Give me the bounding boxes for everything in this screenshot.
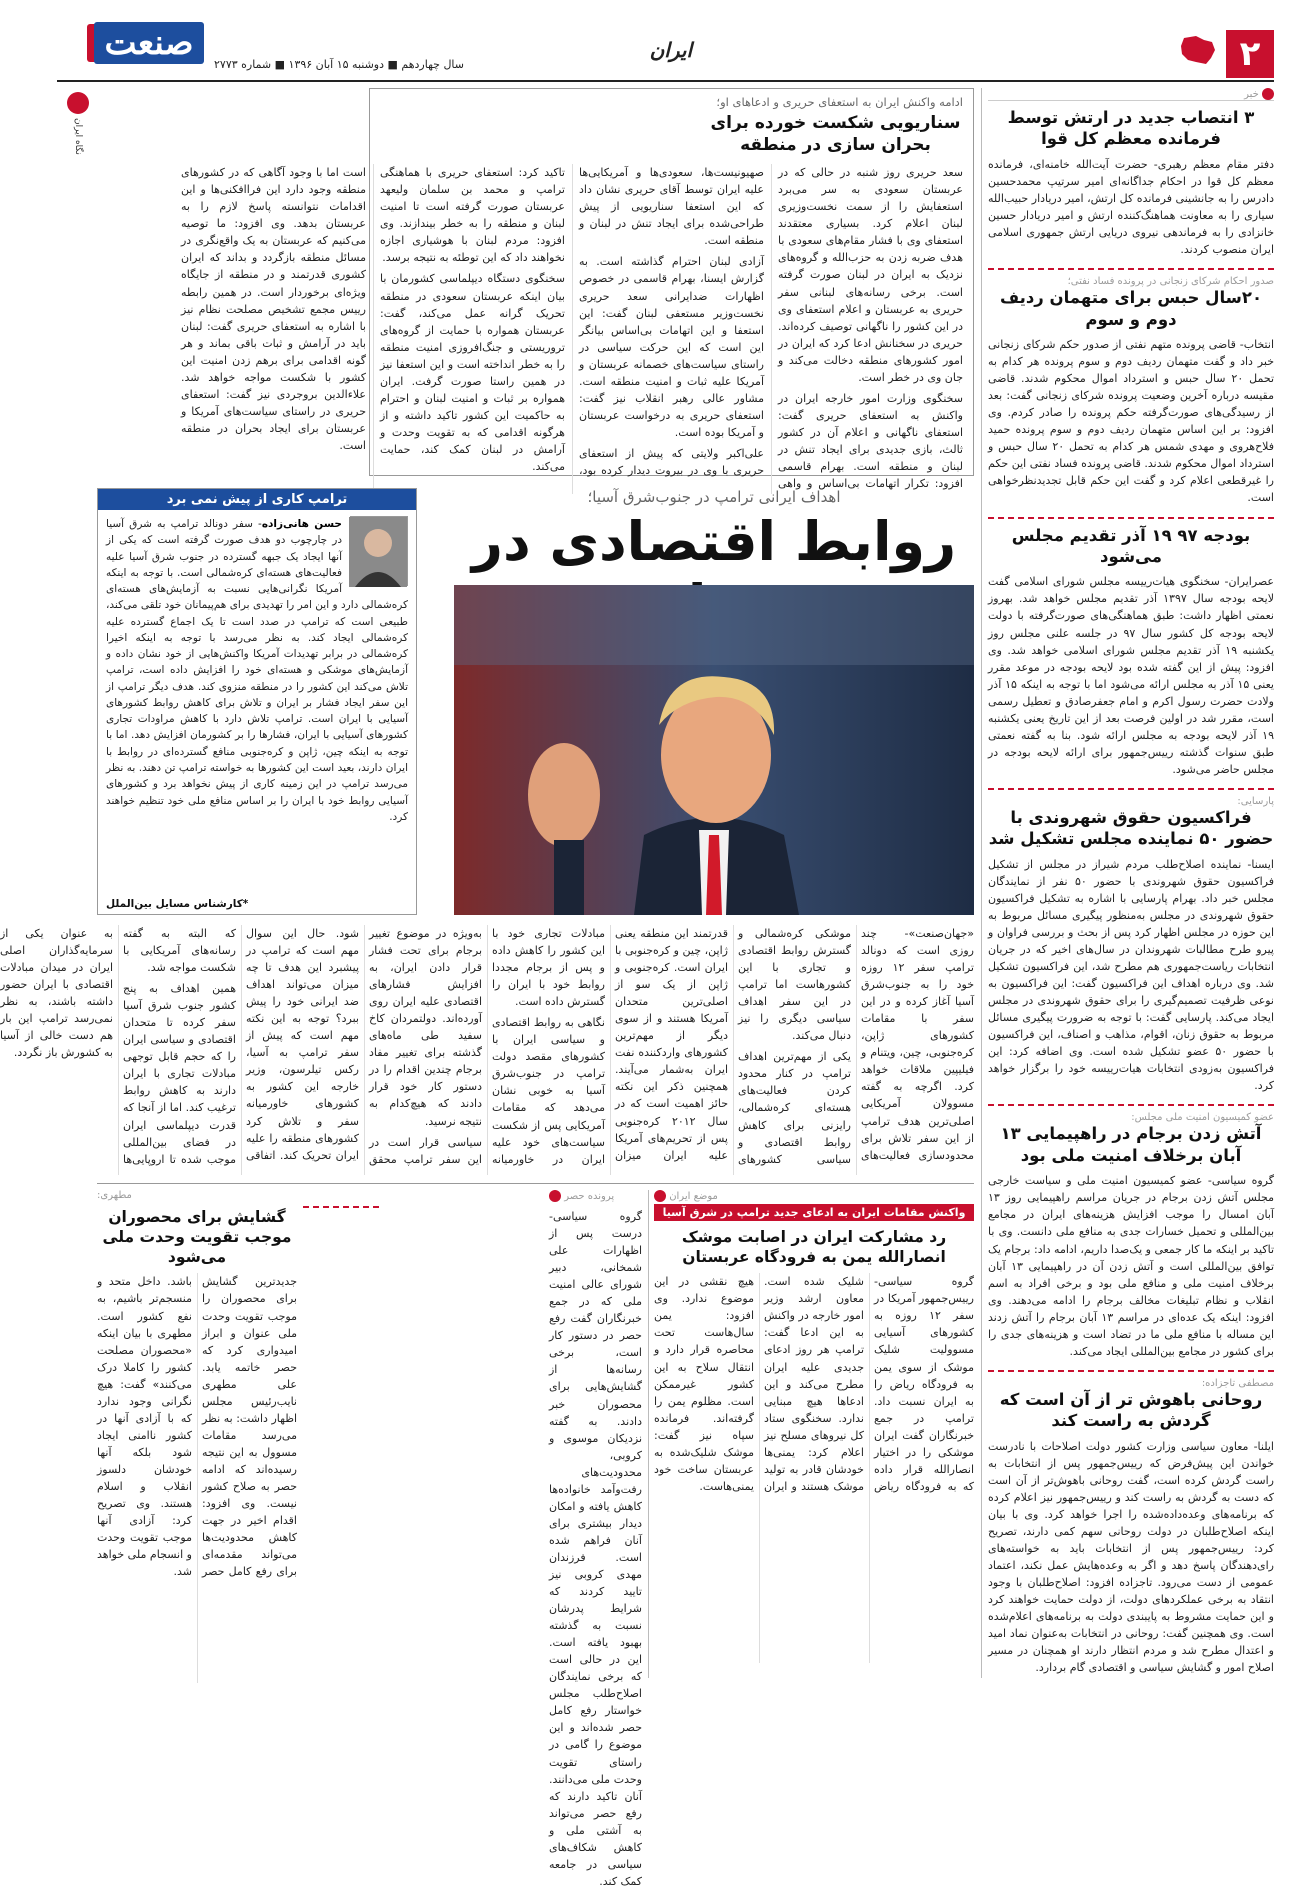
news-item xyxy=(988,796,1274,1095)
top-story-paragraph: سخنگوی دستگاه دیپلماسی کشورمان با بیان اینکه عربستان سعودی در منطقه تحریک گرانه عمل می‌کند، گفت: عربستان همواره با حمایت از گروه‌های تروریستی و جنگ‌افروزی امنیت منطقه را به خطر انداخته است و این استعفا نیز در همین راستا صورت گرفت. ایران همواره بر ثبات و امنیت لبنان و احترام به حاکمیت این کشور تاکید داشته و از هرگونه اقدامی که به تقویت وحدت و آرامش در لبنان کمک کند، حمایت می‌کند. xyxy=(380,272,565,473)
opinion-body: سفر دونالد ترامپ به شرق آسیا در چارچوب دو هدف صورت گرفته است که یکی از آنها ایجاد یک جبهه گسترده در جنوب شرق آسیا علیه فعالیت‌های هسته‌ای کره‌شمالی است. با توجه به اینکه آمریکا نگرانی‌هایی نسبت به آزمایش‌های هسته‌ای کره‌شمالی دارد و این امر را تهدیدی برای هم‌پیمانان خود تلقی می‌کند، طبیعی است که ترامپ در صدد است تا یک اجماع گسترده علیه کره‌شمالی ایجاد کند. به نظر می‌رسد با توجه به اینکه اخیرا کره‌شمالی در برابر تهدیدات آمریکا واکنش‌هایی از خود نشان داده و آزمایش‌های موشکی و هسته‌ای خود را افزایش داده است، ترامپ تلاش می‌کند این کشور را در منطقه منزوی کند. هدف دیگر ترامپ از این سفر ایجاد فشار بر ایران و تلاش برای کاهش روابط کشورهای آسیایی با ایران است. ترامپ تلاش دارد با کاهش مراودات تجاری کشورهای آسیایی با ایران، فشارها را بر کشورمان افزایش دهد. اما با توجه به اینکه چین، ژاپن و کره‌جنوبی منافع گسترده‌ای در روابط با ایران دارند، بعید است این کشورها به خواسته ترامپ تن دهند. به نظر می‌رسد ترامپ در این زمینه کاری از پیش نخواهد برد و کشورهای آسیایی روابط خود با ایران را بر اساس منافع ملی خود تنظیم خواهند کرد. xyxy=(106,518,408,823)
news-kicker: عضو کمیسیون امنیت ملی مجلس: xyxy=(1131,1112,1274,1124)
top-story-paragraph: سعد حریری روز شنبه در حالی که در عربستان سعودی به سر می‌برد استعفایش را از سمت نخست‌وزیری لبنان اعلام کرد. بسیاری معتقدند استعفای وی با فشار مقام‌های سعودی با هدف ضربه زدن به حزب‌الله و گروه‌های نزدیک به ایران در لبنان صورت گرفته است. برخی رسانه‌های لبنانی سفر حریری به عربستان و اعلام استعفای وی در این کشور را ناگهانی توصیف کرده‌اند. حریری در سخنانش ادعا کرد که ایران در امور کشورهای منطقه دخالت می‌کند و جان وی در خطر است. xyxy=(778,166,963,384)
bottom-article-motahari-extra xyxy=(303,1190,383,1678)
top-story-paragraph: آزادی لبنان احترام گذاشته است. به گزارش ایسنا، بهرام قاسمی در خصوص اظهارات ضدایرانی سعد حریری نخست‌وزیر مستعفی لبنان گفت: این استعفا و این اتهامات بی‌اساس بیانگر این است که این حرکت سیاسی در راستای سیاست‌های خصمانه عربستان و آمریکا علیه ثبات و امنیت منطقه است. مشاور عالی رهبر انقلاب نیز گفت: استعفای حریری به درخواست عربستان و آمریکا بوده است. xyxy=(579,255,764,439)
article-title: گشایش برای محصوران موجب تقویت وحدت ملی می‌شود xyxy=(102,1208,292,1267)
news-kicker: مصطفی تاجزاده: xyxy=(1201,1377,1274,1389)
main-story-title: روابط اقتصادی در xyxy=(471,510,957,573)
trump-photo xyxy=(454,585,974,915)
news-body: گروه سیاسی- عضو کمیسیون امنیت ملی و سیاست خارجی مجلس آتش زدن برجام در جریان مراسم راهپیمایی روز ۱۳ آبان امسال را موجب افزایش هزینه‌های ایران در مجامع بین‌المللی و تحمیل خسارات جدی به منافع ملی دانست. وی با تاکید بر اینکه ما کار جمعی و یک‌صدا داریم، ادامه داد: برجام یک توافق بین‌المللی است و آتش زدن آن در راهپیمایی ۱۳ آبان برخلاف امنیت ملی و منافع ملی بود و برخی افراد به اسم انقلاب و نظام تبلیغات مخالف برجام را ادامه می‌دهند. وی افزود: اینکه یک عده‌ای در مراسم ۱۳ آبان برجام را آتش زدند این مساله با منافع ملی ما در تضاد است و هزینه‌های جدی را برای کشور در مجامع بین‌المللی ایجاد می‌کند. xyxy=(988,1174,1275,1358)
tag-icon xyxy=(549,1190,561,1202)
top-story-title: سناریویی شکست خورده برای بحران سازی در منطقه xyxy=(710,113,961,156)
top-story xyxy=(181,88,974,491)
news-body: ایسنا- نماینده اصلاح‌طلب مردم شیراز در مجلس از تشکیل فراکسیون حقوق شهروندی با حضور ۵۰ نفر از نمایندگان مجلس خبر داد. بهرام پارسایی با اشاره به تشکیل فراکسیون حقوق شهروندی در مجلس به‌منظور پیگیری مسائل مربوط به این حوزه در مجلس اظهار کرد پس از بحث و بررسی فراوان و پیرو طرح مطالبات شهروندان در سال‌های اخیر که در جریان انتخابات ریاست‌جمهوری هم مطرح شد، این فراکسیون تشکیل شد. وی درباره اهداف این فراکسیون گفت: این فراکسیون به نوعی ظرفیت تصمیم‌گیری را برای حقوق شهروندی در مجلس ایجاد می‌کند. پارسایی گفت: با توجه به ضرورت پیگیری مسائل مربوط به حقوق زنان، اقوام، مذاهب و اصناف، این فراکسیون با حضور ۵۰ عضو تشکیل شده است. وی اضافه کرد: این فراکسیون به‌زودی انتخابات هیات‌رییسه خود را برگزار خواهد کرد. xyxy=(988,857,1274,1093)
page-number: ۲ xyxy=(1226,30,1274,78)
main-story-paragraph: سیاسی قرار است در این سفر ترامپ محقق شود. حال این سوال مهم است که ترامپ در پیشبرد این هدف تا چه میزان می‌تواند اهداف ضد ایرانی خود را پیش ببرد؟ توجه به این نکته مهم است که پیش از سفر ترامپ به آسیا، رکس تیلرسون، وزیر خارجه این کشور به کشورهای خاورمیانه سفر و تلاش کرد کشورهای منطقه را علیه ایران تحریک کند. اتفاقی که البته به گفته رسانه‌های آمریکایی با شکست مواجه شد. xyxy=(123,927,482,1166)
author-photo xyxy=(350,516,408,586)
side-label: نگاه ایران xyxy=(73,118,83,155)
news-body: دفتر مقام معظم رهبری- حضرت آیت‌الله خامنه‌ای، فرمانده معظم کل قوا در احکام جداگانه‌ای امیر سرتیپ محمدحسین دادرس را به جانشینی فرمانده کل ارتش، امیر دریادار حبیب‌الله سیاری را به معاونت هماهنگ‌کننده ارتش و امیر دریادار حسین خانزادی را به فرماندهی نیروی دریایی ارتش جمهوری اسلامی ایران منصوب کردند. xyxy=(988,157,1274,257)
opinion-heading: ترامپ کاری از پیش نمی برد xyxy=(98,489,416,510)
bottom-article-house-arrest xyxy=(549,1190,642,1888)
opinion-footer: *کارشناس مسایل بین‌الملل xyxy=(106,898,249,910)
newspaper-logo: صنعت xyxy=(94,22,204,64)
article-tag: موضع ایران xyxy=(669,1191,718,1202)
main-story-paragraph: همین اهداف به پنج کشور جنوب شرق آسیا سفر کرده تا متحدان اقتصادی و سیاسی ایران را که حجم قابل توجهی مبادلات تجاری با ایران دارند به کاهش روابط ترغیب کند. اما از آنجا که قدرت دیپلماسی ایران در فضای بین‌المللی موجب شده تا اروپایی‌ها به عنوان یکی از سرمایه‌گذاران اصلی ایران در میدان مبادلات اقتصادی با ایران حضور داشته باشند، به نظر نمی‌رسد ترامپ این بار هم دست خالی از آسیا به کشورش باز نگردد. xyxy=(0,927,236,1166)
main-story-body xyxy=(0,925,974,1175)
right-news-column xyxy=(988,88,1274,1678)
news-title: روحانی باهوش تر از آن است که گردش به راست کند xyxy=(999,1389,1263,1431)
iran-map-icon xyxy=(1178,34,1218,66)
section-title: ایران xyxy=(649,38,692,62)
issue-line: سال چهاردهم ■ دوشنبه ۱۵ آبان ۱۳۹۶ ■ شماره ۲۷۷۳ xyxy=(214,58,465,71)
article-body: گروه سیاسی- رییس‌جمهور آمریکا در سفر ۱۲ روزه به کشورهای آسیایی مسوولیت شلیک موشک از سوی یمن به فرودگاه ریاض را به ایران نسبت داد. ترامپ در جمع خبرنگاران گفت ایران موشکی را در اختیار انصارالله قرار داده که به فرودگاه ریاض شلیک شده است. معاون ارشد وزیر امور خارجه در واکنش به این ادعا گفت: ترامپ هر روز ادعای جدیدی علیه ایران مطرح می‌کند و این ادعاها هیچ مبنایی ندارد. سخنگوی ستاد کل نیروهای مسلح نیز اعلام کرد: یمنی‌ها خودشان قادر به تولید موشک هستند و ایران هیچ نقشی در این موضوع ندارد. وی افزود: یمن سال‌هاست تحت محاصره قرار دارد و انتقال سلاح به این کشور غیرممکن است. مظلوم یمن را گرفته‌اند. فرمانده سپاه نیز گفت: موشک شلیک‌شده به عربستان ساخت خود یمنی‌هاست. xyxy=(654,1275,974,1493)
main-story-paragraph: یکی از مهم‌ترین اهداف ترامپ در کنار محدود کردن فعالیت‌های هسته‌ای کره‌شمالی، رایزنی برای کاهش روابط اقتصادی و سیاسی کشورهای قدرتمند این منطقه یعنی ژاپن، چین و کره‌جنوبی با ایران است. کره‌جنوبی و ژاپن از یک سو از اصلی‌ترین متحدان آمریکا هستند و از سوی دیگر از مهم‌ترین کشورهای وارد‌کننده نفت ایران به‌شمار می‌آیند. همچنین ذکر این نکته حائز اهمیت است که در سال ۲۰۱۲ کره‌جنوبی پس از تحریم‌های آمریکا علیه ایران میزان مبادلات تجاری خود با این کشور را کاهش داده و پس از برجام مجددا روابط خود با ایران را گسترش داده است. xyxy=(492,927,851,1166)
top-story-paragraph: است اما با وجود آگاهی که در کشورهای منطقه وجود دارد این فراافکنی‌ها و این اقدامات نتوانسته پاسخ لازم را به عربستان بدهد. وی افزود: ما توصیه می‌کنیم که عربستان به یک واقع‌نگری در مسائل منطقه بازگردد و بداند که ایران کشوری قدرتمند و در منطقه از جایگاه ویژه‌ای برخوردار است. در همین رابطه رییس مجمع تشخیص مصلحت نظام نیز با اشاره به استعفای حریری گفت: لبنان باید در آرامش و ثبات باقی بماند و هر گونه اقدامی برای برهم زدن امنیت این کشور با شکست مواجه خواهد شد. علاءالدین بروجردی نیز گفت: استعفای حریری در راستای سیاست‌های آمریکا و عربستان برای ایجاد بحران در منطقه است. xyxy=(181,166,366,452)
news-title: فراکسیون حقوق شهروندی با حضور ۵۰ نماینده مجلس تشکیل شد xyxy=(988,807,1274,849)
side-label-box xyxy=(59,92,97,172)
news-kicker: صدور احکام شرکای زنجانی در پرونده فساد نفتی؛ xyxy=(1067,276,1274,288)
news-body: ایلنا- معاون سیاسی وزارت کشور دولت اصلاحات با نادرست خواندن این پیش‌فرض که رییس‌جمهور پس از انتخابات به راست گردش کرده است، گفت روحانی باهوش‌تر از آن است که دست به گردش به راست کند و رییس‌جمهور نیز اعلام کرده که برنامه‌های وعده‌داده‌شده را اجرا خواهد کرد. وی با بیان اینکه اصلاح‌طلبان در دولت روحانی سهم کمی دارند، تصریح کرد: رییس‌جمهور پس از انتخابات باید به خواسته‌های رای‌دهندگان پاسخ دهد و اگر به وعده‌هایش عمل نکند، اعتماد عمومی از دست می‌رود. تاجزاده افزود: اصلاح‌طلبان با وجود انتقاد به برخی عملکردهای دولت، از دولت حمایت خواهند کرد و این حمایت مشروط به پایبندی دولت به برنامه‌های اعلام‌شده است. وی همچنین گفت: روحانی در انتخابات به‌عنوان نماد امید و اعتدال مطرح شد و مردم انتظار دارند او همچنان در مسیر اصلاح امور و گشایش سیاسی و اقتصادی گام بردارد. xyxy=(988,1439,1274,1675)
portrait-illustration xyxy=(454,585,974,915)
news-item xyxy=(988,107,1274,258)
news-title: آتش زدن برجام در راهپیمایی ۱۳ آبان برخلاف امنیت ملی بود xyxy=(1000,1124,1262,1165)
top-story-paragraph: علی‌اکبر ولایتی که پیش از استعفای حریری با وی در بیروت دیدار کرده بود، تاکید کرد: استعفای حریری با هماهنگی ترامپ و محمد بن سلمان ولیعهد عربستان صورت گرفته است تا امنیت لبنان و منطقه را به خطر بیندازند. وی افزود: مردم لبنان با هوشیاری اجازه نخواهند داد که این توطئه به نتیجه برسد. xyxy=(380,166,764,477)
news-kicker: پارسایی: xyxy=(1237,795,1274,807)
tag-icon xyxy=(654,1190,666,1202)
news-body: انتخاب- قاضی پرونده متهم نفتی از صدور حکم شرکای زنجانی خبر داد و گفت متهمان ردیف دوم و سوم پرونده هر کدام به تحمل ۲۰ سال حبس و استرداد اموال محکوم شدند. قاضی مقیسه درباره آخرین وضعیت پرونده شرکای زنجانی گفت: بعد از رسیدگی‌های صورت‌گرفته حکم پرونده را صادر کردم. وی افزود: بر این اساس متهمان ردیف دوم و سوم پرونده حمید فلاح‌هروی و مهدی شمس هر کدام به تحمل ۲۰ سال حبس و استرداد اموال محکوم شدند. قاضی پرونده فساد نفتی این حکم را غیرقطعی اعلام کرد و گفت این حکم قابل تجدیدنظرخواهی است. xyxy=(988,338,1275,505)
opinion-author: حسن هانی‌زاده xyxy=(261,518,342,530)
top-story-paragraph: سخنگوی وزارت امور خارجه ایران در واکنش به استعفای حریری گفت: استعفای ناگهانی و اعلام آن در کشور ثالث، بازی جدیدی برای ایجاد تنش در لبنان و منطقه است. بهرام قاسمی افزود: تکرار اتهامات بی‌اساس و واهی صهیونیست‌ها، سعودی‌ها و آمریکایی‌ها علیه ایران توسط آقای حریری نشان داد که این استعفا سناریویی از پیش طراحی‌شده برای ایجاد تنش در لبنان و منطقه است. xyxy=(579,166,963,491)
article-tag: پرونده حصر xyxy=(564,1191,615,1202)
author-avatar-icon xyxy=(349,517,407,587)
bottom-article-missile xyxy=(654,1190,974,1678)
opinion-box: ترامپ کاری از پیش نمی برد حسن هانی‌زاده- سفر دونالد ترامپ به شرق آسیا در چارچوب دو هدف صورت گرفته است که یکی از آنها ایجاد یک جبهه گسترده در جنوب شرق آسیا علیه فعالیت‌های هسته‌ای کره‌شمالی است. با توجه به اینکه آمریکا نگرانی‌هایی نسبت به آزمایش‌های هسته‌ای کره‌شمالی دارد و این امر را تهدیدی برای هم‌پیمانان خود تلقی می‌کند، طبیعی است که ترامپ در صدد است تا یک اجماع گسترده علیه کره‌شمالی ایجاد کند. به نظر می‌رسد با توجه به اینکه اخیرا کره‌شمالی در برابر تهدیدات آمریکا واکنش‌هایی از خود نشان داده و آزمایش‌های موشکی و هسته‌ای خود را افزایش داده است، ترامپ تلاش می‌کند این کشور را در منطقه منزوی کند. هدف دیگر ترامپ از این سفر ایجاد فشار بر ایران و تلاش برای کاهش روابط کشورهای آسیایی با ایران است. ترامپ تلاش دارد با کاهش مراودات تجاری کشورهای آسیایی با ایران، فشارها را بر کشورمان افزایش دهد. اما با توجه به اینکه چین، ژاپن و کره‌جنوبی منافع گسترده‌ای در روابط با ایران دارند، بعید است این کشورها به خواسته ترامپ تن دهند. به نظر می‌رسد ترامپ در این زمینه کاری از پیش نخواهد برد و کشورهای آسیایی روابط خود با ایران را بر اساس منافع ملی خود تنظیم خواهند کرد. *کارشناس مسایل بین‌الملل xyxy=(97,488,417,915)
news-title: بودجه ۹۷ ۱۹ آذر تقدیم مجلس می‌شود xyxy=(1011,525,1251,566)
news-item xyxy=(988,276,1274,506)
top-story-kicker: ادامه واکنش ایران به استعفای حریری و ادعاهای او؛ xyxy=(716,95,963,109)
news-body: عصرایران- سخنگوی هیات‌رییسه مجلس شورای اسلامی گفت لایحه بودجه سال ۱۳۹۷ آذر تقدیم مجلس خواهد شد. بهروز نعمتی اظهار داشت: طبق هماهنگی‌های صورت‌گرفته با دولت لایحه بودجه کل کشور سال ۹۷ در جلسه علنی مجلس روز یکشنبه ۱۹ آذر تقدیم مجلس شورای اسلامی خواهد شد. وی افزود: پیش از این گفته شده بود لایحه بودجه در موعد مقرر یعنی ۱۵ آذر به مجلس ارائه می‌شود اما با توجه به اینکه ۱۵ آذر ولادت حضرت رسول اکرم و امام جعفرصادق و تعطیل رسمی است، مقرر شد در اولین فرصت بعد از این تاریخ یعنی یکشنبه ۱۹ آذر لایحه بودجه به مجلس ارائه شود. بنا به گفته نعمتی طبق سنوات گذشته رییس‌جمهور برای ارائه لایحه بودجه در مجلس حاضر می‌شود. xyxy=(988,575,1275,776)
right-column-label: خبر xyxy=(1244,89,1259,100)
news-item xyxy=(988,525,1274,778)
main-story-kicker: اهداف ایرانی ترامپ در جنوب‌شرق آسیا؛ xyxy=(587,488,841,506)
main-story-paragraph: «جهان‌صنعت»- چند روزی است که دونالد ترامپ سفر ۱۲ روزه خود را به جنوب‌شرق آسیا آغاز کرده و در این سفر با مقامات کشورهای ژاپن، کره‌جنوبی، چین، ویتنام و فیلیپین ملاقات خواهد کرد. اگرچه به گفته مسوولان آمریکایی اصلی‌ترین هدف ترامپ از این سفر تلاش برای محدودسازی فعالیت‌های موشکی کره‌شمالی و گسترش روابط اقتصادی و تجاری با این کشورهاست اما ترامپ در این سفر اهداف سیاسی دیگری را نیز دنبال می‌کند. xyxy=(738,927,974,1162)
news-item xyxy=(988,1378,1274,1677)
main-story-paragraph: نگاهی به روابط اقتصادی و سیاسی ایران با کشورهای مقصد دولت ترامپ در جنوب‌شرق آسیا به خوبی نشان می‌دهد که مقامات آمریکایی پس از شکست سیاست‌های خود علیه ایران در خاورمیانه به‌ویژه در موضوع تغییر برجام برای تحت فشار قرار دادن ایران، به افزایش فشارهای اقتصادی علیه ایران روی آورده‌اند. دولتمردان کاخ سفید طی ماه‌های گذشته برای تغییر مفاد برجام چندین اقدام را در دستور کار خود قرار دادند که هیچ‌کدام به نتیجه نرسید. xyxy=(369,927,605,1166)
article-banner: واکنش مقامات ایران به ادعای جدید ترامپ در شرق آسیا xyxy=(654,1204,974,1221)
news-item xyxy=(988,1112,1274,1359)
bottom-article-motahari xyxy=(97,1190,297,1678)
eye-icon xyxy=(67,92,89,114)
article-tag: مطهری: xyxy=(97,1190,132,1201)
article-title: رد مشارکت ایران در اصابت موشک انصارالله یمن به فرودگاه عربستان xyxy=(681,1228,947,1267)
news-icon xyxy=(1262,88,1274,100)
news-title: ۳ انتصاب جدید در ارتش توسط فرمانده معظم کل قوا xyxy=(1007,108,1255,149)
news-title: ۲۰سال حبس برای متهمان ردیف دوم و سوم xyxy=(999,288,1263,329)
article-body: گروه سیاسی- درست پس از اظهارات علی شمخانی، دبیر شورای عالی امنیت ملی که در جمع خبرنگاران گفت رفع حصر در دستور کار است، برخی رسانه‌ها از گشایش‌هایی برای محصوران خبر دادند. به گفته نزدیکان موسوی و کروبی، محدودیت‌های رفت‌وآمد خانواده‌ها کاهش یافته و امکان دیدار بیشتری برای آنان فراهم شده است. فرزندان مهدی کروبی نیز تایید کردند که شرایط پدرشان نسبت به گذشته بهبود یافته است. این در حالی است که برخی نمایندگان اصلاح‌طلب مجلس خواستار رفع کامل حصر شده‌اند و این موضوع را گامی در راستای تقویت وحدت ملی می‌دانند. آنان تاکید دارند که رفع حصر می‌تواند به آشتی ملی و کاهش شکاف‌های سیاسی در جامعه کمک کند. xyxy=(549,1210,642,1888)
article-body: جدیدترین گشایش برای محصوران را موجب تقویت وحدت ملی عنوان و ابراز امیدواری کرد که حصر خاتمه یابد. علی مطهری نایب‌رئیس مجلس اظهار داشت: به نظر می‌رسد مقامات مسوول به این نتیجه رسیده‌اند که ادامه حصر به صلاح کشور نیست. وی افزود: اقدام اخیر در جهت کاهش محدودیت‌ها می‌تواند مقدمه‌ای برای رفع کامل حصر باشد. داخل متحد و منسجم‌تر باشیم، به نفع کشور است. مطهری با بیان اینکه «محصوران مصلحت کشور را کاملا درک می‌کنند» گفت: هیچ نگرانی وجود ندارد که با آزادی آنها در کشور ناامنی ایجاد شود بلکه آنها خودشان دلسوز انقلاب و اسلام هستند. وی تصریح کرد: آزادی آنها موجب تقویت وحدت و انسجام ملی خواهد شد. xyxy=(97,1275,297,1579)
